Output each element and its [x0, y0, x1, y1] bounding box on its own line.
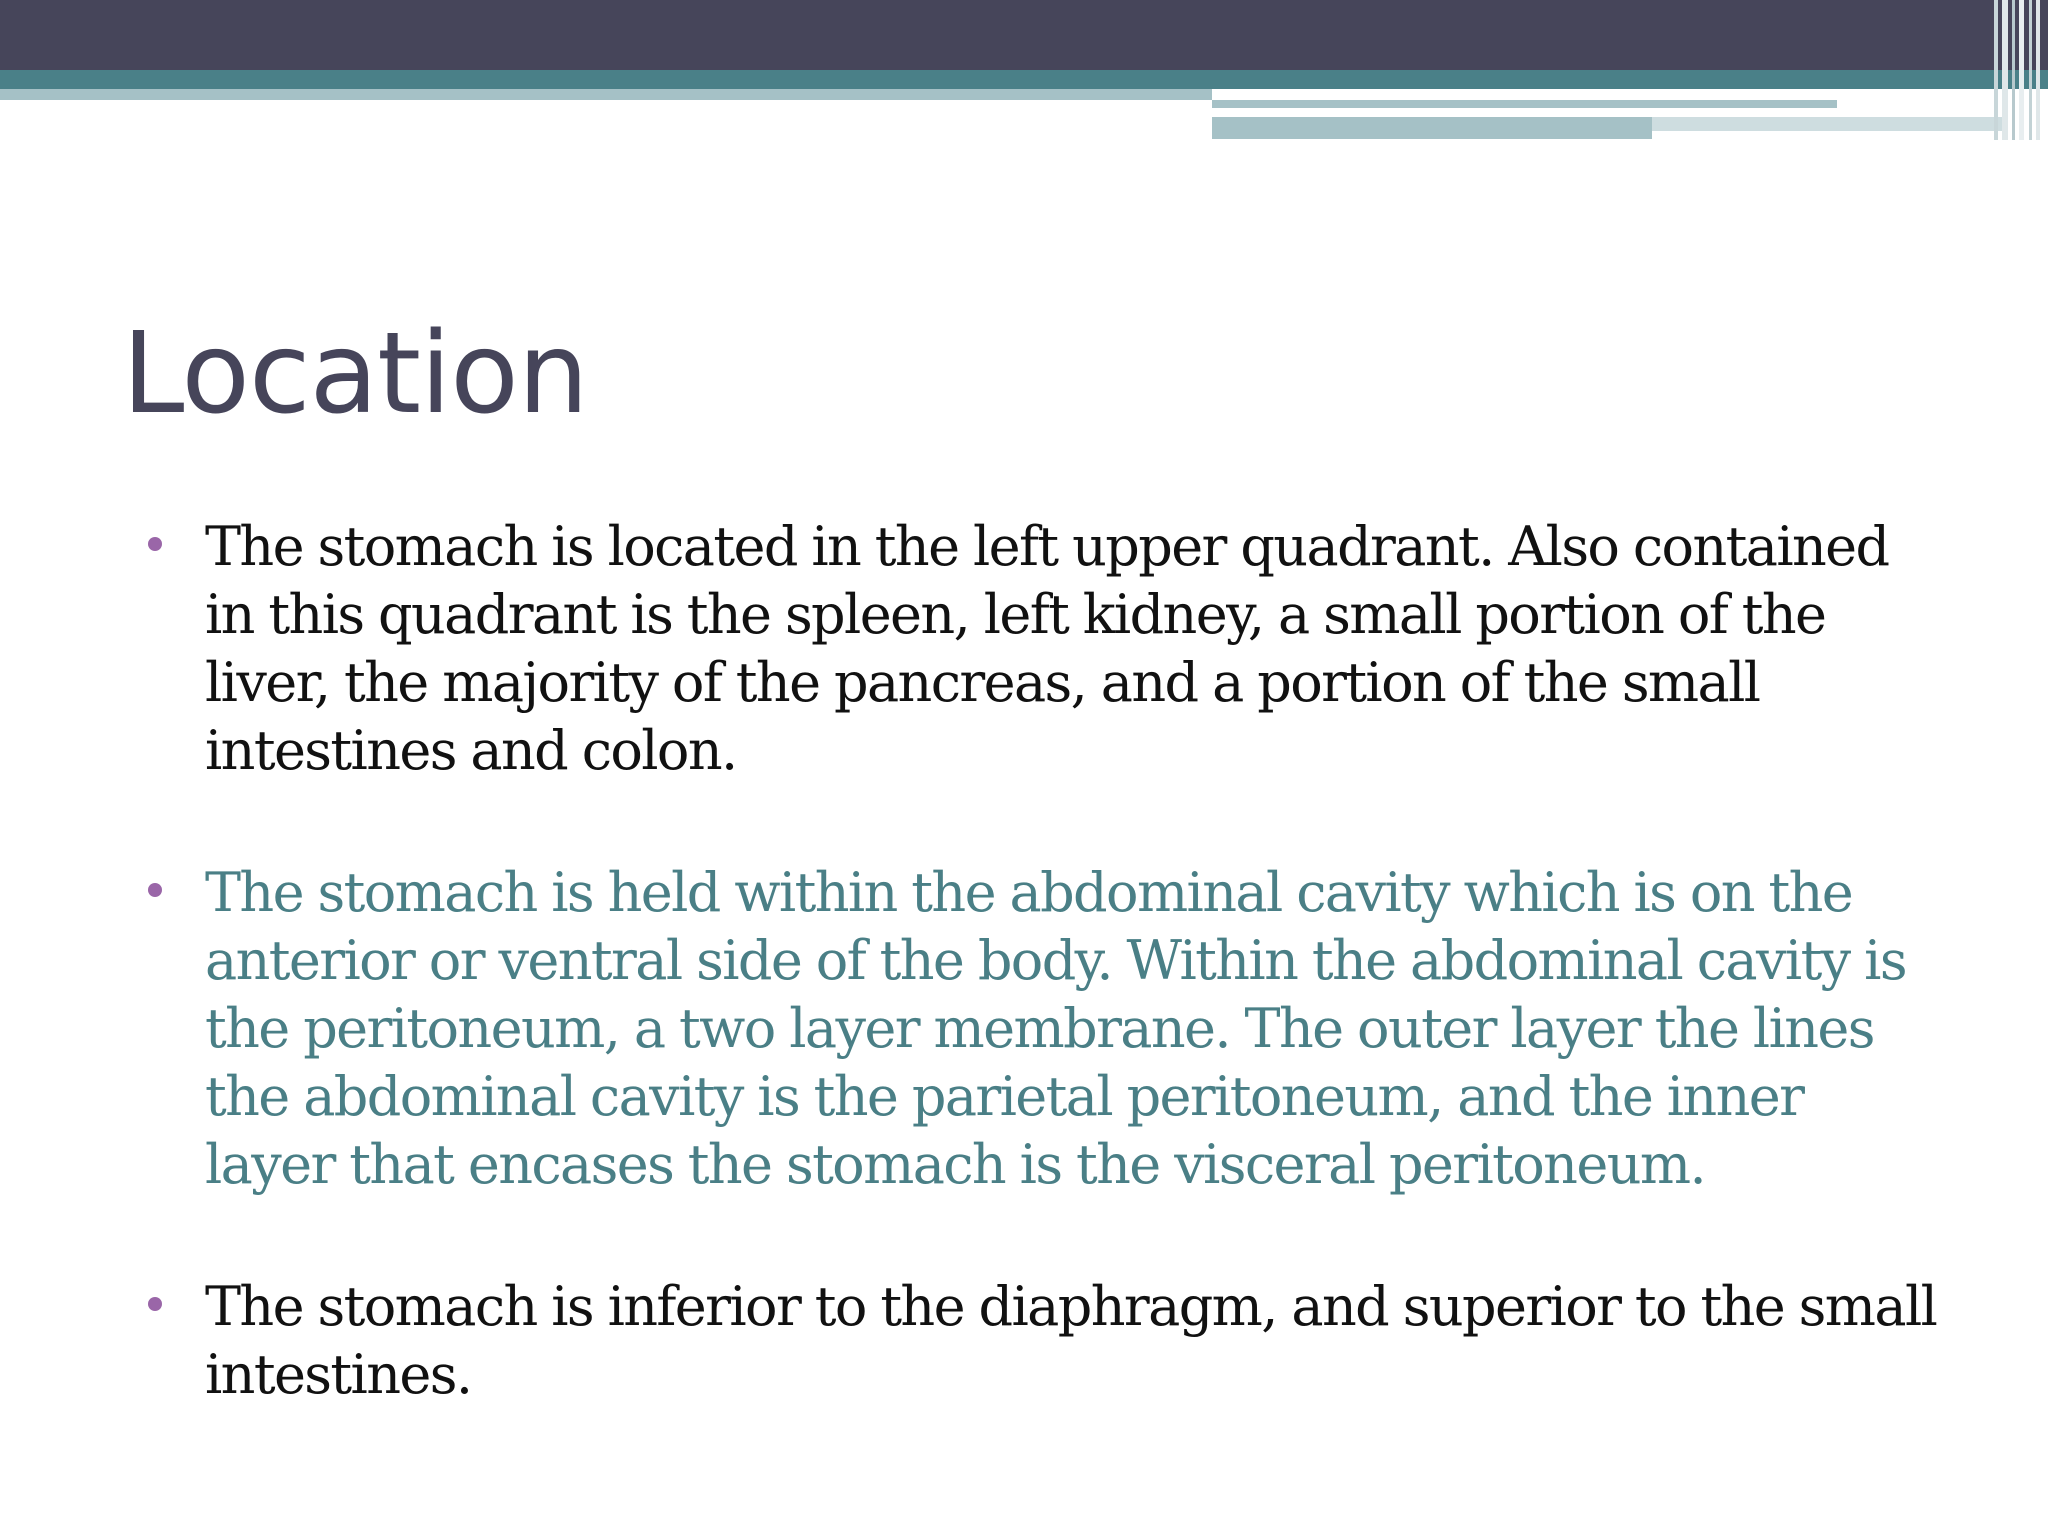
bullet-item	[140, 859, 1940, 1199]
bullet-list	[140, 513, 1940, 1409]
bullet-marker-icon	[148, 537, 162, 551]
bullet-item	[140, 1273, 1940, 1409]
header-light-bar-right	[1212, 100, 1837, 108]
header-light-bar-right-faint	[1652, 117, 2007, 131]
bullet-text: The stomach is held within the abdominal cavity which is on the anterior or ventral side of the body. Within the abdominal cavity is the peritoneum, a two layer membrane. The outer layer the lines the abdominal cavity is the parietal peritoneum, and the inner layer that encases the stomach is the visceral peritoneum.	[205, 861, 1906, 1196]
bullet-marker-icon	[148, 1297, 162, 1311]
bullet-item	[140, 513, 1940, 785]
bullet-text: The stomach is inferior to the diaphragm, and superior to the small intestines.	[205, 1275, 1937, 1406]
bullet-marker-icon	[148, 883, 162, 897]
bullet-text: The stomach is located in the left upper quadrant. Also contained in this quadrant is the spleen, left kidney, a small portion of the liver, the majority of the pancreas, and a portion of the small intestines and colon.	[205, 515, 1889, 782]
slide-title: Location	[122, 309, 588, 439]
header-teal-bar	[0, 70, 2048, 89]
header-corner-stripes	[1988, 0, 2048, 140]
header-dark-bar	[0, 0, 2048, 70]
header-light-bar-left	[0, 89, 1212, 100]
header-light-bar-right-lower	[1212, 117, 1652, 139]
